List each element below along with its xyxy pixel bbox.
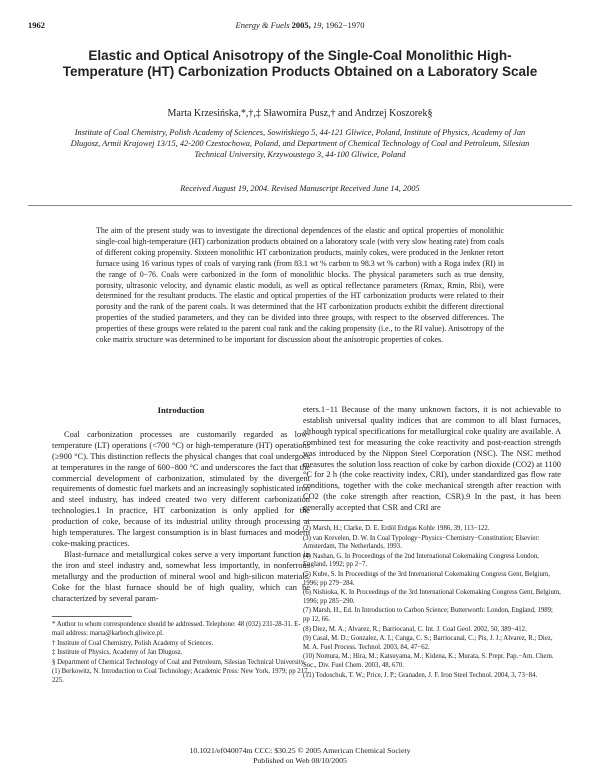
affiliations: Institute of Coal Chemistry, Polish Academy of Sciences, Sowińskiego 5, 44-121 Gliwice, Poland, Institute of Physics, Academy of Jan Dlugosz, Armii Krajowej 13/15, 42-200 Czestochowa, Poland, and Department of Chemical Technology of Coal and Petroleum, Silesian Technical University, Krzywoustego 3, 44-100 Gliwice, Poland bbox=[70, 128, 530, 159]
abstract: The aim of the present study was to investigate the directional dependences of the elastic and optical properties of monolithic single-coal high-temperature (HT) carbonization products obtained on a laboratory scale (with very slow heating rate) from coals of different coking propensity. Sixteen monolithic HT carbonization products, mainly cokes, were produced in the Jenkner retort furnace using 16 various types of coals of varying rank (from 83.1 wt % carbon to 98.3 wt % carbon) with a Roga index (RI) in the range of 0−76. Coals were carbonized in the form of monolithic blocks. The physical parameters such as true density, porosity, ultrasonic velocity, and dynamic elastic moduli, as well as optical reflectance parameters (Rmax, Rmin, Rbi), were determined for the resultant products. The elastic and optical properties of the HT carbonization products were related to their porosity and the rank of the parent coals. It was determined that the HT carbonization products exhibit the different directional properties of the studied parameters, and they can be divided into three groups, with respect to the observed differences. The properties of these groups were related to the parent coal rank and the caking propensity (i.e., to the RI value). Anisotropy of the coke matrix structure was determined to be important for discussion about the anisotropic properties of cokes. bbox=[96, 226, 504, 345]
footnote-divider bbox=[52, 616, 132, 617]
section-heading-introduction: Introduction bbox=[157, 405, 205, 415]
reference-item: (9) Casal, M. D.; Gonzalez, A. I.; Canga, C. S.; Barriocanal, C.; Pis, J. J.; Alvarez, R.; Diez, M. A. Fuel Process. Technol. 2003, 84, 47−62. bbox=[303, 635, 553, 651]
reference-item: (2) Marsh, H.; Clarke, D. E. Erdöl Erdgas Kohle 1986, 39, 113−122. bbox=[303, 525, 490, 533]
reference-item: (11) Todoschuk, T. W.; Price, J. P.; Granaden, J. F. Iron Steel Technol. 2004, 3, 73−84. bbox=[303, 671, 538, 679]
journal-pages: 1962−1970 bbox=[325, 20, 365, 30]
intro-paragraph-2: Blast-furnace and metallurgical cokes serve a very important function in the iron and steel industry and, somewhat less importantly, in nonferrous metallurgy and the production of mineral wool and high-silicon materials. Coke for the blast furnace should be of high quality, which can be characterized by several param- bbox=[52, 549, 310, 603]
reference-item: (6) Nishioka, K. In Proceedings of the 3rd International Cokemaking Congress Gent, Belgium, 1996; pp 285−290. bbox=[303, 589, 561, 605]
references-divider bbox=[303, 520, 383, 521]
doi-line: 10.1021/ef040074m CCC: $30.25 © 2005 American Chemical Society bbox=[189, 746, 411, 755]
footnote: † Institute of Coal Chemistry, Polish Academy of Sciences. bbox=[52, 639, 214, 647]
journal-year: 2005, bbox=[291, 20, 311, 30]
right-column bbox=[303, 405, 561, 681]
reference-item: (10) Nomura, M.; Hira, M.; Katsuyama, M.; Kidena, K.; Murata, S. Prepr. Pap.−Am. Chem. Soc., Div. Fuel Chem. 2003, 48, 670. bbox=[303, 653, 554, 669]
journal-citation bbox=[28, 20, 572, 30]
reference-item: (1) Berkowitz, N. Introduction to Coal Technology; Academic Press: New York, 1979; pp 217, 225. bbox=[52, 668, 310, 684]
header-divider bbox=[28, 205, 572, 206]
received-dates: Received August 19, 2004. Revised Manuscript Received June 14, 2005 bbox=[180, 184, 420, 193]
intro-paragraph-3: eters.1−11 Because of the many unknown factors, it is not achievable to establish universal quality indices that are common to all blast furnaces, although typical specifications for metallurgical coke quality are available. A combined test for measuring the coke reactivity and post-reaction strength was introduced by the Nippon Steel Corporation (NSC). The NSC method measures the solution loss reaction of coke by carbon dioxide (CO2) at 1100 °C for 2 h (the coke reactivity index, CRI), under standardized gas flow rate conditions, together with the coke mechanical strength after reaction with CO2 (the coke strength after reaction, CSR).9 In the past, it has been generally accepted that CSR and CRI are bbox=[303, 405, 561, 513]
page-number: 1962 bbox=[28, 20, 45, 30]
reference-item: (5) Kube, S. In Proceedings of the 3rd International Cokemaking Congress Gent, Belgium, 1996; pp 279−284. bbox=[303, 571, 550, 587]
article-title: Elastic and Optical Anisotropy of the Single-Coal Monolithic High-Temperature (HT) Carbonization Products Obtained on a Laboratory Scale bbox=[62, 48, 538, 79]
footnote: * Author to whom correspondence should be addressed. Telephone: 48 (032) 231-28-31. E-mail address: marta@karboch.gliwice.pl. bbox=[52, 621, 301, 637]
reference-item: (4) Nashan, G. In Proceedings of the 2nd International Cokemaking Congress London, England, 1992; pp 2−7. bbox=[303, 552, 539, 569]
journal-name: Energy & Fuels bbox=[235, 20, 290, 30]
published-line: Published on Web 08/10/2005 bbox=[253, 755, 347, 765]
footnote: § Department of Chemical Technology of Coal and Petroleum, Silesian Technical University. bbox=[52, 658, 306, 666]
page-footer bbox=[28, 746, 572, 765]
journal-volume: 19, bbox=[312, 20, 324, 30]
reference-item: (8) Diez, M. A.; Alvarez, R.; Barriocanal, C. Int. J. Coal Geol. 2002, 50, 389−412. bbox=[303, 625, 527, 633]
footnote: ‡ Institute of Physics, Academy of Jan Dlugosz. bbox=[52, 649, 183, 657]
page-header bbox=[28, 20, 572, 34]
intro-paragraph-1: Coal carbonization processes are customarily regarded as low-temperature (LT) operations (<700 °C) or high-temperature (HT) operations (≥900 °C). This distinction reflects the physical changes that coal undergoes at temperatures in the range of 600−800 °C and underscores the fact that the commercial development of carbonization, stimulated by the divergent requirements of domestic fuel markets and an increasingly sophisticated iron and steel industry, has indeed created two very different carbonization technologies.1 In practice, HT carbonization is only applied for the production of coke, because of its industrial utility through processing at high temperatures. The largest consumption is in blast furnaces and modern coke-making practices. bbox=[52, 429, 310, 548]
reference-item: (3) van Krevelen, D. W. In Coal Typology−Physics−Chemistry−Constitution; Elsevier: Amsterdam, The Netherlands, 1993. bbox=[303, 534, 540, 551]
reference-item: (7) Marsh, H., Ed. In Introduction to Carbon Science; Butterworth: London, England, 1989; pp 12, 66. bbox=[303, 607, 553, 623]
reference-list bbox=[303, 525, 561, 680]
author-list: Marta Krzesińska,*,†,‡ Sławomira Pusz,† and Andrzej Koszorek§ bbox=[167, 108, 433, 119]
left-column bbox=[52, 405, 310, 687]
